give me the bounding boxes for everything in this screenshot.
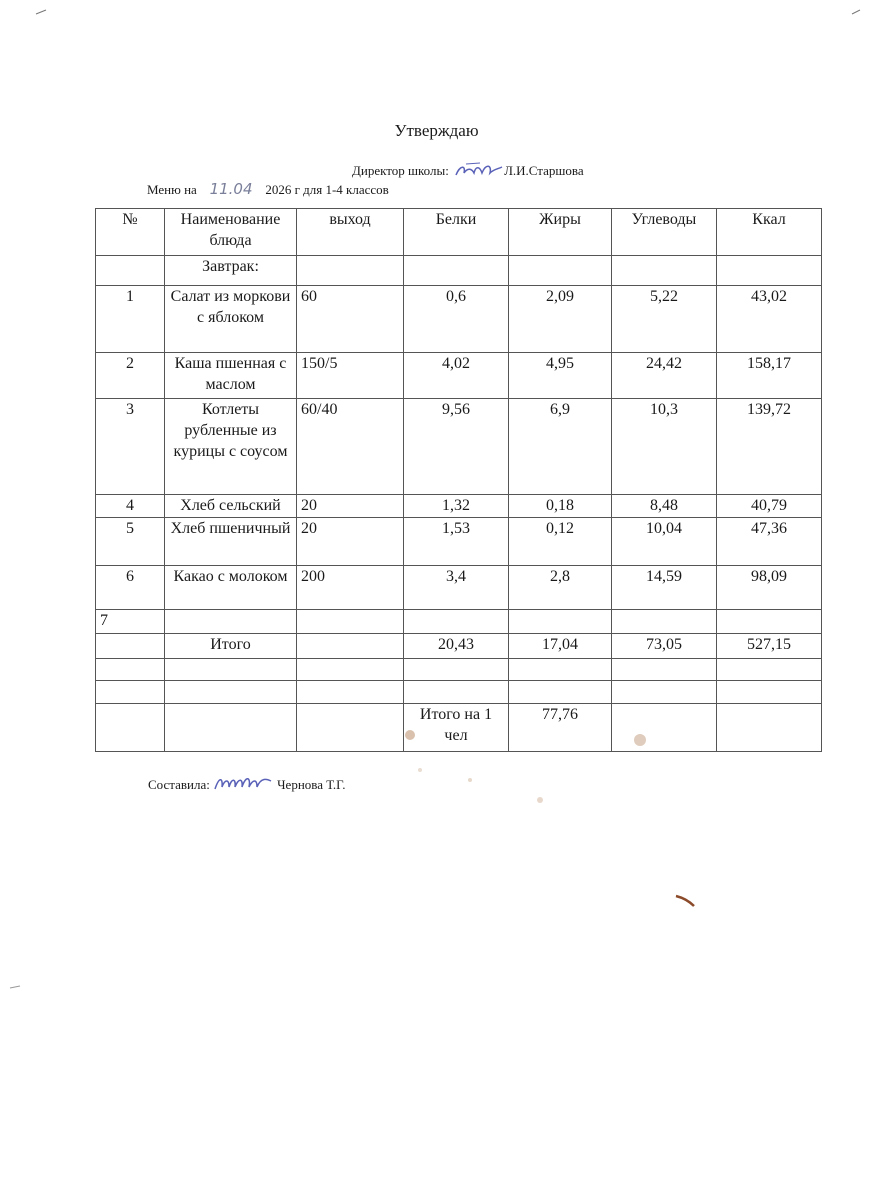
- dish-protein: 4,02: [404, 353, 509, 399]
- stain: [634, 734, 646, 746]
- dish-name: Каша пшенная с маслом: [165, 353, 297, 399]
- row-number: 1: [96, 286, 165, 353]
- row-number: 4: [96, 495, 165, 518]
- dish-protein: 9,56: [404, 399, 509, 495]
- dish-protein: 3,4: [404, 566, 509, 610]
- dish-kcal: 98,09: [717, 566, 822, 610]
- row-number: 6: [96, 566, 165, 610]
- stain: [418, 768, 422, 772]
- total-label: Итого: [165, 634, 297, 659]
- dish-yield: 200: [297, 566, 404, 610]
- dish-kcal: 43,02: [717, 286, 822, 353]
- stain: [468, 778, 472, 782]
- dish-kcal: 40,79: [717, 495, 822, 518]
- row-number: 5: [96, 518, 165, 566]
- col-header-fat: Жиры: [509, 209, 612, 256]
- dish-yield: 60/40: [297, 399, 404, 495]
- scan-mark: [10, 986, 20, 988]
- approval-heading: Утверждаю: [394, 121, 479, 140]
- dish-protein: 1,32: [404, 495, 509, 518]
- dish-fat: 0,12: [509, 518, 612, 566]
- dish-carbs: 5,22: [612, 286, 717, 353]
- stain: [537, 797, 543, 803]
- menu-prefix: Меню на: [147, 182, 197, 197]
- menu-suffix: 2026 г для 1-4 классов: [265, 182, 389, 197]
- dish-protein: 1,53: [404, 518, 509, 566]
- dish-fat: 2,8: [509, 566, 612, 610]
- director-name: Л.И.Старшова: [504, 163, 584, 178]
- row-number: 2: [96, 353, 165, 399]
- col-header-kcal: Ккал: [717, 209, 822, 256]
- total-kcal: 527,15: [717, 634, 822, 659]
- menu-date-handwritten: 11.04: [209, 180, 253, 198]
- dish-carbs: 14,59: [612, 566, 717, 610]
- dish-yield: 60: [297, 286, 404, 353]
- dish-carbs: 24,42: [612, 353, 717, 399]
- total-protein: 20,43: [404, 634, 509, 659]
- dish-name: Хлеб пшеничный: [165, 518, 297, 566]
- dish-fat: 4,95: [509, 353, 612, 399]
- col-header-carbs: Углеводы: [612, 209, 717, 256]
- total-carbs: 73,05: [612, 634, 717, 659]
- dish-name: Салат из моркови с яблоком: [165, 286, 297, 353]
- dish-carbs: 10,3: [612, 399, 717, 495]
- dish-fat: 6,9: [509, 399, 612, 495]
- dish-yield: 20: [297, 495, 404, 518]
- compiled-label: Составила:: [148, 777, 210, 792]
- row-number: 7: [96, 610, 165, 634]
- col-header-name: Наименование блюда: [165, 209, 297, 256]
- dish-yield: 150/5: [297, 353, 404, 399]
- dish-protein: 0,6: [404, 286, 509, 353]
- dish-yield: 20: [297, 518, 404, 566]
- total-fat: 17,04: [509, 634, 612, 659]
- dish-name: Котлеты рубленные из курицы с соусом: [165, 399, 297, 495]
- dish-fat: 0,18: [509, 495, 612, 518]
- col-header-protein: Белки: [404, 209, 509, 256]
- corner-mark: [36, 10, 46, 14]
- dish-kcal: 139,72: [717, 399, 822, 495]
- compiler-name: Чернова Т.Г.: [277, 777, 346, 792]
- dish-carbs: 8,48: [612, 495, 717, 518]
- col-header-yield: выход: [297, 209, 404, 256]
- row-number: 3: [96, 399, 165, 495]
- dish-kcal: 158,17: [717, 353, 822, 399]
- dish-kcal: 47,36: [717, 518, 822, 566]
- dish-name: Хлеб сельский: [165, 495, 297, 518]
- dish-fat: 2,09: [509, 286, 612, 353]
- corner-mark: [852, 10, 860, 14]
- stain: [405, 730, 415, 740]
- dish-carbs: 10,04: [612, 518, 717, 566]
- col-header-number: №: [96, 209, 165, 256]
- dish-name: Какао с молоком: [165, 566, 297, 610]
- per-person-value: 77,76: [509, 704, 612, 752]
- section-label: Завтрак:: [165, 256, 297, 286]
- per-person-label: Итого на 1 чел: [404, 704, 509, 752]
- director-label: Директор школы:: [352, 163, 449, 178]
- ink-mark: [676, 896, 694, 906]
